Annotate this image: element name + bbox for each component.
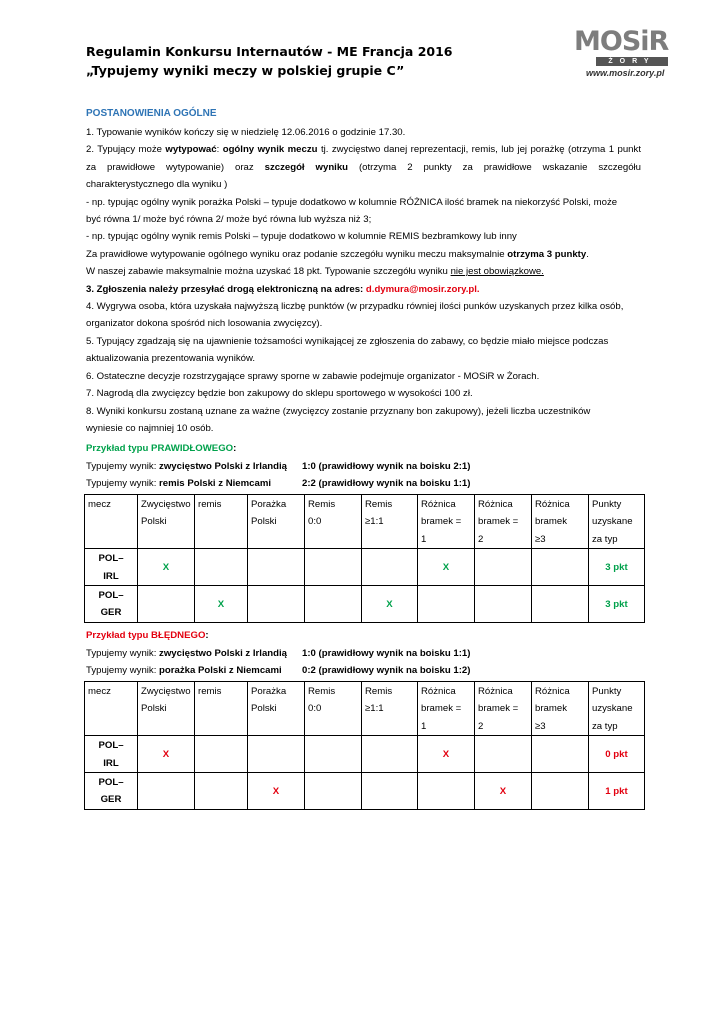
logo-wordmark [574, 28, 674, 56]
empty-cell [475, 586, 532, 623]
empty-cell [362, 773, 418, 810]
empty-cell [532, 549, 589, 586]
column-header [195, 682, 248, 736]
column-header [475, 682, 532, 736]
column-header-line: bramek [535, 703, 567, 715]
mosir-logo [574, 28, 674, 80]
empty-cell [305, 773, 362, 810]
empty-cell [248, 549, 305, 586]
empty-cell [305, 586, 362, 623]
column-header [589, 495, 645, 549]
points-cell: 3 pkt [589, 549, 645, 586]
column-header-line: 1 [421, 720, 427, 732]
column-header [589, 682, 645, 736]
match-cell [85, 586, 138, 623]
empty-cell [418, 773, 475, 810]
column-header-line: Różnica [535, 499, 570, 510]
match-label: GER [100, 607, 122, 619]
column-header [305, 495, 362, 549]
rule-1: 1. Typowanie wyników kończy się w niedzielę 12.06.2016 o godzinie 17.30. [86, 127, 406, 138]
selection-mark: X [475, 773, 532, 810]
column-header-line: Różnica [478, 686, 513, 697]
column-header-line [308, 531, 358, 548]
selection-mark: X [195, 586, 248, 623]
column-header-line: ≥3 [535, 533, 546, 545]
title-line-2: „Typujemy wyniki meczy w polskiej grupie C” [86, 63, 405, 78]
column-header-line [88, 700, 134, 717]
column-header-line: za typ [592, 720, 618, 732]
column-header-line [198, 700, 244, 717]
example-wrong-table [84, 681, 645, 810]
column-header-line: bramek = [421, 703, 462, 715]
rule-2-total: W naszej zabawie maksymalnie można uzyskać 18 pkt. Typowanie szczegółu wyniku nie jest obowiązkowe. [86, 266, 544, 278]
column-header-line: ≥1:1 [365, 516, 384, 528]
example-correct-line-1: Typujemy wynik: zwycięstwo Polski z Irlandią 1:0 (prawidłowy wynik na boisku 2:1) [86, 461, 471, 472]
column-header-line: Remis [365, 499, 393, 510]
rule-6: 6. Ostateczne decyzje rozstrzygające sprawy sporne w zabawie podejmuje organizator - MOSiR w Żorach. [86, 370, 540, 382]
empty-cell [418, 586, 475, 623]
column-header [248, 682, 305, 736]
column-header-line: ≥1:1 [365, 703, 384, 715]
column-header-line [365, 531, 414, 548]
empty-cell [532, 586, 589, 623]
table-row [85, 773, 645, 810]
empty-cell [305, 549, 362, 586]
column-header-line: Różnica [421, 686, 456, 697]
column-header-line: 1 [421, 533, 427, 545]
column-header-line: bramek [535, 516, 567, 528]
column-header-line [308, 718, 358, 735]
column-header-line [365, 718, 414, 735]
column-header [532, 682, 589, 736]
rule-2-example-1b: być równa 1/ może być równa 2/ może być równa lub wyższa niż 3; [86, 214, 372, 226]
column-header-line [141, 718, 191, 735]
column-header [418, 495, 475, 549]
empty-cell [475, 736, 532, 773]
empty-cell [362, 736, 418, 773]
logo-sub: ŻORY [596, 57, 668, 66]
rule-8a: 8. Wyniki konkursu zostaną uznane za ważne (zwycięzcy zostanie przyznany bon zakupowy), jeżeli liczba uczestników [86, 405, 591, 417]
example-wrong-heading: Przykład typu BŁĘDNEGO: [86, 630, 209, 641]
logo-url: www.mosir.zory.pl [586, 68, 665, 78]
column-header-line: Polski [251, 703, 277, 715]
rule-2-line-3: charakterystycznego dla wyniku ) [86, 179, 228, 191]
column-header [85, 682, 138, 736]
column-header-line: remis [198, 686, 222, 697]
selection-mark: X [138, 549, 195, 586]
column-header [418, 682, 475, 736]
column-header [138, 495, 195, 549]
column-header-line: Punkty [592, 686, 622, 697]
column-header-line: Różnica [421, 499, 456, 510]
column-header-line: Punkty [592, 499, 622, 510]
column-header-line: 0:0 [308, 516, 322, 528]
empty-cell [138, 773, 195, 810]
column-header-line [141, 531, 191, 548]
match-label: POL– [98, 590, 124, 602]
table-row [85, 586, 645, 623]
rule-8b: wyniesie co najmniej 10 osób. [86, 422, 214, 434]
column-header [532, 495, 589, 549]
rule-5b: aktualizowania prezentowania wyników. [86, 353, 256, 365]
column-header-line: Remis [308, 686, 336, 697]
empty-cell [195, 736, 248, 773]
column-header-line [198, 531, 244, 548]
column-header-line [198, 718, 244, 735]
match-label: IRL [103, 757, 119, 769]
column-header-line: Remis [365, 686, 393, 697]
title-line-1: Regulamin Konkursu Internautów - ME Francja 2016 [86, 44, 453, 59]
contact-email[interactable]: d.dymura@mosir.zory.pl. [365, 283, 480, 295]
empty-cell [248, 736, 305, 773]
column-header-line [251, 531, 301, 548]
column-header-line: Porażka [251, 499, 287, 510]
match-label: POL– [98, 553, 124, 565]
column-header-line: uzyskane [592, 703, 633, 715]
column-header [362, 682, 418, 736]
selection-mark: X [418, 736, 475, 773]
column-header-line: remis [198, 499, 222, 510]
column-header-line: 2 [478, 720, 484, 732]
column-header-line: Zwycięstwo [141, 686, 191, 697]
column-header-line: za typ [592, 533, 618, 545]
column-header-line: Polski [141, 516, 167, 528]
selection-mark: X [248, 773, 305, 810]
rule-3: 3. Zgłoszenia należy przesyłać drogą elektroniczną na adres: d.dymura@mosir.zory.pl. [86, 283, 480, 295]
match-label: POL– [98, 740, 124, 752]
column-header-line: bramek = [421, 516, 462, 528]
column-header-line: mecz [88, 499, 111, 510]
points-cell: 3 pkt [589, 586, 645, 623]
rule-2-max: Za prawidłowe wytypowanie ogólnego wyniku oraz podanie szczegółu wyniku meczu maksymalnie otrzyma 3 punkty. [86, 248, 589, 260]
column-header-line: mecz [88, 686, 111, 697]
example-wrong-line-2: Typujemy wynik: porażka Polski z Niemcami 0:2 (prawidłowy wynik na boisku 1:2) [86, 665, 471, 676]
rule-2-line-1: 2. Typujący może wytypować: ogólny wynik meczu tj. zwycięstwo danej reprezentacji, remis, lub jej porażkę (otrzyma 1 punkt [86, 144, 641, 156]
column-header [305, 682, 362, 736]
column-header-line: Różnica [535, 686, 570, 697]
column-header-line: Porażka [251, 686, 287, 697]
column-header-line [198, 513, 244, 530]
column-header-line [88, 718, 134, 735]
column-header-line: Polski [141, 703, 167, 715]
rule-7: 7. Nagrodą dla zwycięzcy będzie bon zakupowy do sklepu sportowego w wysokości 100 zł. [86, 388, 473, 400]
section-title: POSTANOWIENIA OGÓLNE [86, 108, 217, 119]
column-header-line: Zwycięstwo [141, 499, 191, 510]
rule-4a: 4. Wygrywa osoba, która uzyskała najwyższą liczbę punktów (w przypadku równiej ilości punków uzyskanych przez kilka osób, [86, 301, 624, 313]
points-cell: 0 pkt [589, 736, 645, 773]
column-header-line [88, 531, 134, 548]
match-label: GER [100, 794, 122, 806]
example-correct-heading: Przykład typu PRAWIDŁOWEGO: [86, 443, 237, 454]
example-correct-line-2: Typujemy wynik: remis Polski z Niemcami 2:2 (prawidłowy wynik na boisku 1:1) [86, 478, 471, 489]
column-header-line: Polski [251, 516, 277, 528]
empty-cell [532, 773, 589, 810]
column-header-line: bramek = [478, 516, 519, 528]
column-header-line: 0:0 [308, 703, 322, 715]
empty-cell [195, 549, 248, 586]
logo-text: MOSiR [574, 26, 669, 57]
column-header [248, 495, 305, 549]
column-header-line: uzyskane [592, 516, 633, 528]
empty-cell [475, 549, 532, 586]
match-cell [85, 736, 138, 773]
match-label: POL– [98, 777, 124, 789]
column-header [362, 495, 418, 549]
empty-cell [362, 549, 418, 586]
column-header-line [88, 513, 134, 530]
column-header [475, 495, 532, 549]
empty-cell [195, 773, 248, 810]
empty-cell [305, 736, 362, 773]
column-header-line: Remis [308, 499, 336, 510]
table-header-row [85, 682, 645, 736]
table-row [85, 549, 645, 586]
match-cell [85, 549, 138, 586]
column-header-line: ≥3 [535, 720, 546, 732]
table-header-row [85, 495, 645, 549]
empty-cell [532, 736, 589, 773]
points-cell: 1 pkt [589, 773, 645, 810]
column-header-line: 2 [478, 533, 484, 545]
match-label: IRL [103, 570, 119, 582]
rule-2-example-1a: - np. typując ogólny wynik porażka Polski – typuje dodatkowo w kolumnie RÓŻNICA ilość bramek na niekorzyść Polski, może [86, 196, 618, 208]
column-header-line: Różnica [478, 499, 513, 510]
rules-body [86, 124, 641, 437]
example-correct-table [84, 494, 645, 623]
table-row [85, 736, 645, 773]
selection-mark: X [138, 736, 195, 773]
rule-2-example-2: - np. typując ogólny wynik remis Polski – typuje dodatkowo w kolumnie REMIS bezbramkowy lub inny [86, 231, 517, 243]
empty-cell [248, 586, 305, 623]
column-header-line: bramek = [478, 703, 519, 715]
example-wrong-line-1: Typujemy wynik: zwycięstwo Polski z Irlandią 1:0 (prawidłowy wynik na boisku 1:1) [86, 648, 471, 659]
column-header [85, 495, 138, 549]
rule-5a: 5. Typujący zgadzają się na ujawnienie tożsamości wynikającej ze zgłoszenia do zabawy, co będzie miało miejsce podczas [86, 335, 609, 347]
column-header-line [251, 718, 301, 735]
rule-2-line-2: za prawidłowe wytypowanie) oraz szczegół wyniku (otrzyma 2 punkty za prawidłowe wskazanie szczegółu [86, 161, 642, 173]
column-header [195, 495, 248, 549]
match-cell [85, 773, 138, 810]
column-header [138, 682, 195, 736]
selection-mark: X [418, 549, 475, 586]
selection-mark: X [362, 586, 418, 623]
empty-cell [138, 586, 195, 623]
rule-4b: organizator dokona spośród nich losowania zwycięzcy). [86, 318, 323, 330]
document-title [86, 42, 453, 80]
